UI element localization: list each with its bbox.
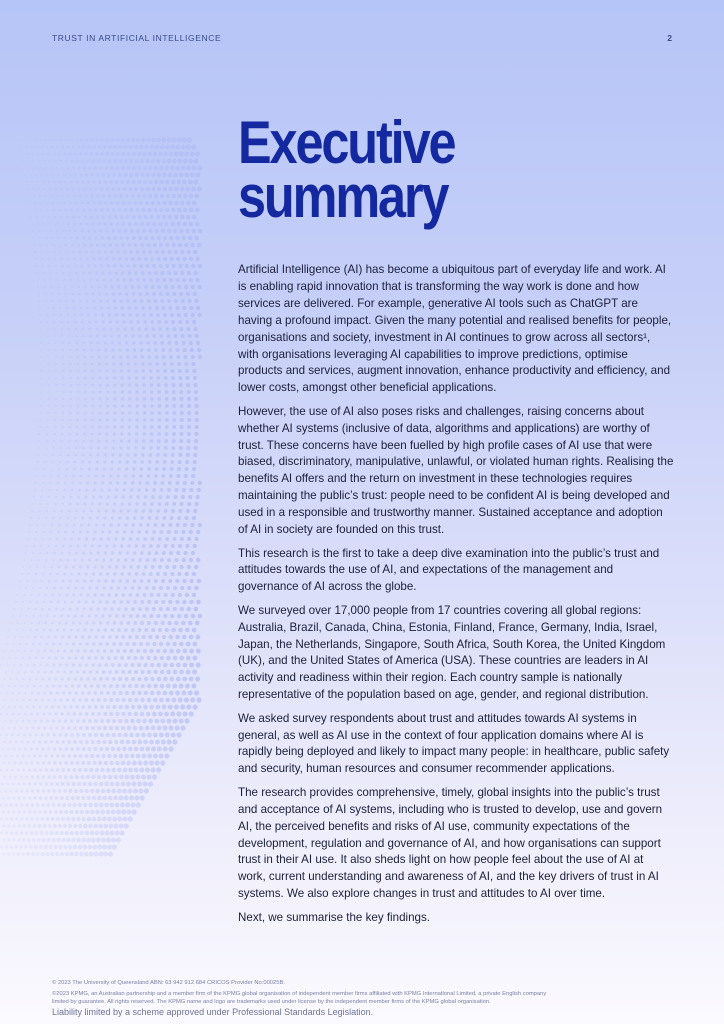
page-title-line-1: Executive bbox=[238, 109, 455, 176]
paragraph: This research is the first to take a deep dive examination into the public’s trust and attitudes towards the use of AI, and expectations of the management and governance of AI across the globe. bbox=[238, 546, 660, 594]
footer-copyright-kpmg: ©2023 KPMG, an Australian partnership and a member firm of the KPMG global organisation of independent member firms affiliated with KPMG International Limited, a private English company bbox=[52, 991, 547, 997]
body-text bbox=[238, 262, 674, 933]
paragraph: We asked survey respondents about trust and attitudes towards AI systems in general, as well as AI use in the context of four application domains where AI is rapidly being deployed and likely to impact many people: in healthcare, public safety and security, human resources and consumer recommender applications. bbox=[238, 711, 670, 776]
page-number: 2 bbox=[667, 33, 672, 43]
dot-field bbox=[0, 137, 202, 856]
page-title-line-2: summary bbox=[238, 163, 448, 230]
footer bbox=[52, 979, 682, 1018]
running-header: TRUST IN ARTIFICIAL INTELLIGENCE bbox=[52, 33, 222, 43]
paragraph: The research provides comprehensive, timely, global insights into the public’s trust and acceptance of AI systems, including who is trusted to develop, use and govern AI, the perceived benefits and risks of AI use, community expectations of the development, regulation and governance of AI, and how organisations can support trust in their AI use. It also sheds light on how people feel about the use of AI at work, current understanding and awareness of AI, and the key drivers of trust in AI systems. We also explore changes in trust and attitudes to AI over time. bbox=[238, 785, 663, 901]
footer-trademark: limited by guarantee. All rights reserved. The KPMG name and logo are trademarks used under license by the independent member firms of the KPMG global organisation. bbox=[52, 999, 491, 1005]
footer-liability: Liability limited by a scheme approved under Professional Standards Legislation. bbox=[52, 1007, 374, 1017]
paragraph: However, the use of AI also poses risks and challenges, raising concerns about whether AI systems (inclusive of data, algorithms and applications) are worthy of trust. These concerns have been fuelled by high profile cases of AI use that were biased, discriminatory, manipulative, unlawful, or violated human rights. Realising the benefits AI offers and the return on investment in these technologies requires maintaining the public’s trust: people need to be confident AI is being developed and used in a responsible and trustworthy manner. Sustained acceptance and adoption of AI in society are founded on this trust. bbox=[238, 404, 674, 537]
page-title bbox=[238, 109, 455, 230]
paragraph: Artificial Intelligence (AI) has become a ubiquitous part of everyday life and work. AI is enabling rapid innovation that is transforming the way work is done and how services are delivered. For example, generative AI tools such as ChatGPT are having a profound impact. Given the many potential and realised benefits for people, organisations and society, investment in AI continues to grow across all sectors¹, with organisations leveraging AI capabilities to improve predictions, optimise products and services, augment innovation, enhance productivity and efficiency, and lower costs, amongst other beneficial applications. bbox=[238, 263, 672, 395]
footer-copyright-uq: © 2023 The University of Queensland ABN: 63 942 912 684 CRICOS Provider No:00025B. bbox=[52, 980, 285, 986]
paragraph: Next, we summarise the key findings. bbox=[238, 910, 431, 924]
paragraph: We surveyed over 17,000 people from 17 countries covering all global regions: Australia, Brazil, Canada, China, Estonia, Finland, France, Germany, India, Israel, Japan, the Netherlands, Singapore, South Africa, South Korea, the United Kingdom (UK), and the United States of America (USA). These countries are leaders in AI activity and readiness within their region. Each country sample is nationally representative of the population based on age, gender, and regional distribution. bbox=[238, 603, 666, 702]
